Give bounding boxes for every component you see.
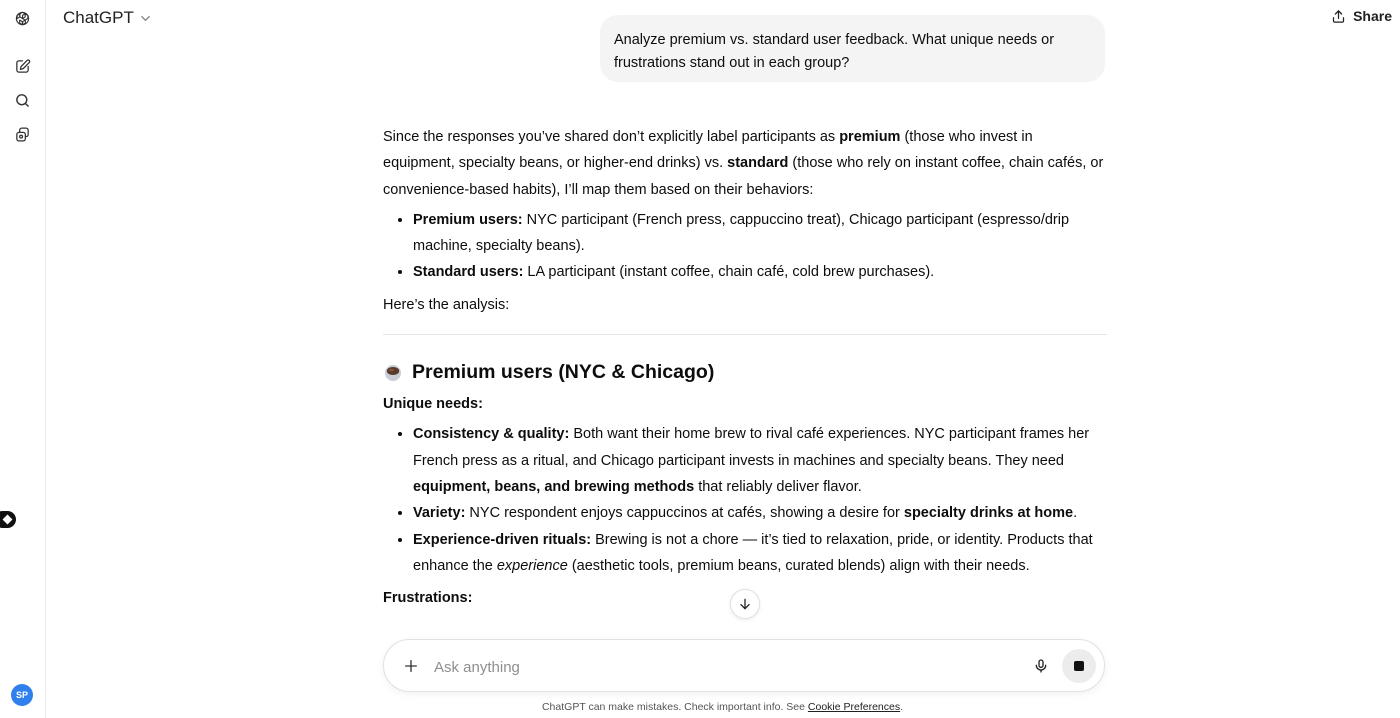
list-item-text: NYC participant (French press, cappuccino treat), Chicago participant (espresso/drip machine, specialty beans).	[413, 211, 1070, 255]
add-attachment-button[interactable]	[400, 655, 422, 677]
list-item	[413, 500, 1107, 526]
list-item-text: NYC respondent enjoys cappuccinos at cafés, showing a desire for	[465, 505, 904, 522]
intro-bold-standard: standard	[727, 155, 789, 172]
disclaimer-text: ChatGPT can make mistakes. Check important info. See	[541, 701, 808, 713]
cookie-preferences-link[interactable]: Cookie Preferences	[807, 701, 901, 713]
openai-logo-icon[interactable]	[10, 6, 34, 30]
user-message: Analyze premium vs. standard user feedback. What unique needs or frustrations stand out in each group?	[600, 15, 1105, 82]
arrow-down-icon	[738, 597, 752, 611]
disclaimer	[45, 701, 1400, 713]
stop-generating-button[interactable]	[1062, 649, 1096, 683]
list-item-label: Variety:	[413, 505, 466, 522]
library-icon[interactable]	[10, 122, 34, 146]
list-item-text: that reliably deliver flavor.	[694, 478, 862, 495]
frustrations-label: Frustrations:	[383, 590, 473, 607]
section-title: Premium users (NYC & Chicago)	[412, 361, 715, 384]
list-item-text: Both want their home brew to rival café experiences. NYC participant frames her French press as a ritual, and Chicago participant invests in machines and specialty beans. They need	[413, 426, 1090, 469]
model-selector[interactable]	[63, 8, 151, 28]
chevron-down-icon	[140, 13, 151, 24]
assistant-message	[383, 124, 1107, 611]
list-item-italic: experience	[496, 557, 568, 574]
share-label: Share	[1353, 8, 1392, 24]
list-item-text: Brewing is not a chore — it’s tied to relaxation, pride, or identity. Products that enhance the	[413, 531, 1093, 574]
list-item	[413, 259, 1107, 285]
plus-icon	[403, 658, 419, 674]
coffee-cup-icon	[383, 362, 403, 382]
list-item-text: .	[1073, 505, 1078, 522]
intro-text-1: Since the responses you’ve shared don’t explicitly label participants as	[383, 129, 840, 145]
intro-text-3: (those who rely on instant coffee, chain cafés, or convenience-based habits), I’ll map them based on their behaviors:	[383, 155, 1104, 198]
new-chat-icon[interactable]	[10, 54, 34, 78]
floating-widget-icon[interactable]	[0, 511, 16, 528]
search-icon[interactable]	[10, 88, 34, 112]
divider	[383, 334, 1107, 335]
avatar[interactable]: SP	[11, 684, 33, 706]
list-item-label: Standard users:	[413, 264, 524, 281]
share-button[interactable]	[1331, 8, 1392, 24]
microphone-icon	[1033, 658, 1049, 674]
list-item-label: Experience-driven rituals:	[413, 531, 592, 548]
intro-paragraph	[383, 124, 1107, 203]
lead-in: Here’s the analysis:	[383, 296, 510, 313]
list-item-text: (aesthetic tools, premium beans, curated blends) align with their needs.	[567, 557, 1030, 574]
share-icon	[1331, 9, 1346, 24]
model-name: ChatGPT	[63, 8, 134, 27]
list-item-label: Premium users:	[413, 211, 523, 228]
list-item-text: LA participant (instant coffee, chain café, cold brew purchases).	[523, 264, 935, 281]
list-item-bold: specialty drinks at home	[903, 505, 1074, 522]
mapping-list	[383, 207, 1107, 286]
needs-label: Unique needs:	[383, 396, 483, 413]
intro-text-2: (those who invest in equipment, specialty beans, or higher-end drinks) vs.	[383, 129, 1033, 172]
list-item	[413, 207, 1107, 260]
stop-icon	[1074, 661, 1084, 671]
scroll-to-bottom-button[interactable]	[730, 589, 760, 619]
needs-list	[383, 421, 1107, 579]
composer	[383, 639, 1105, 692]
left-rail	[0, 0, 46, 718]
dictate-button[interactable]	[1030, 655, 1052, 677]
section-heading	[383, 357, 1107, 387]
list-item-bold: equipment, beans, and brewing methods	[413, 478, 695, 495]
intro-bold-premium: premium	[839, 129, 901, 145]
list-item	[413, 527, 1107, 580]
prompt-input[interactable]	[432, 653, 996, 681]
list-item	[413, 421, 1107, 500]
disclaimer-end: .	[900, 701, 904, 713]
list-item-label: Consistency & quality:	[413, 426, 570, 443]
